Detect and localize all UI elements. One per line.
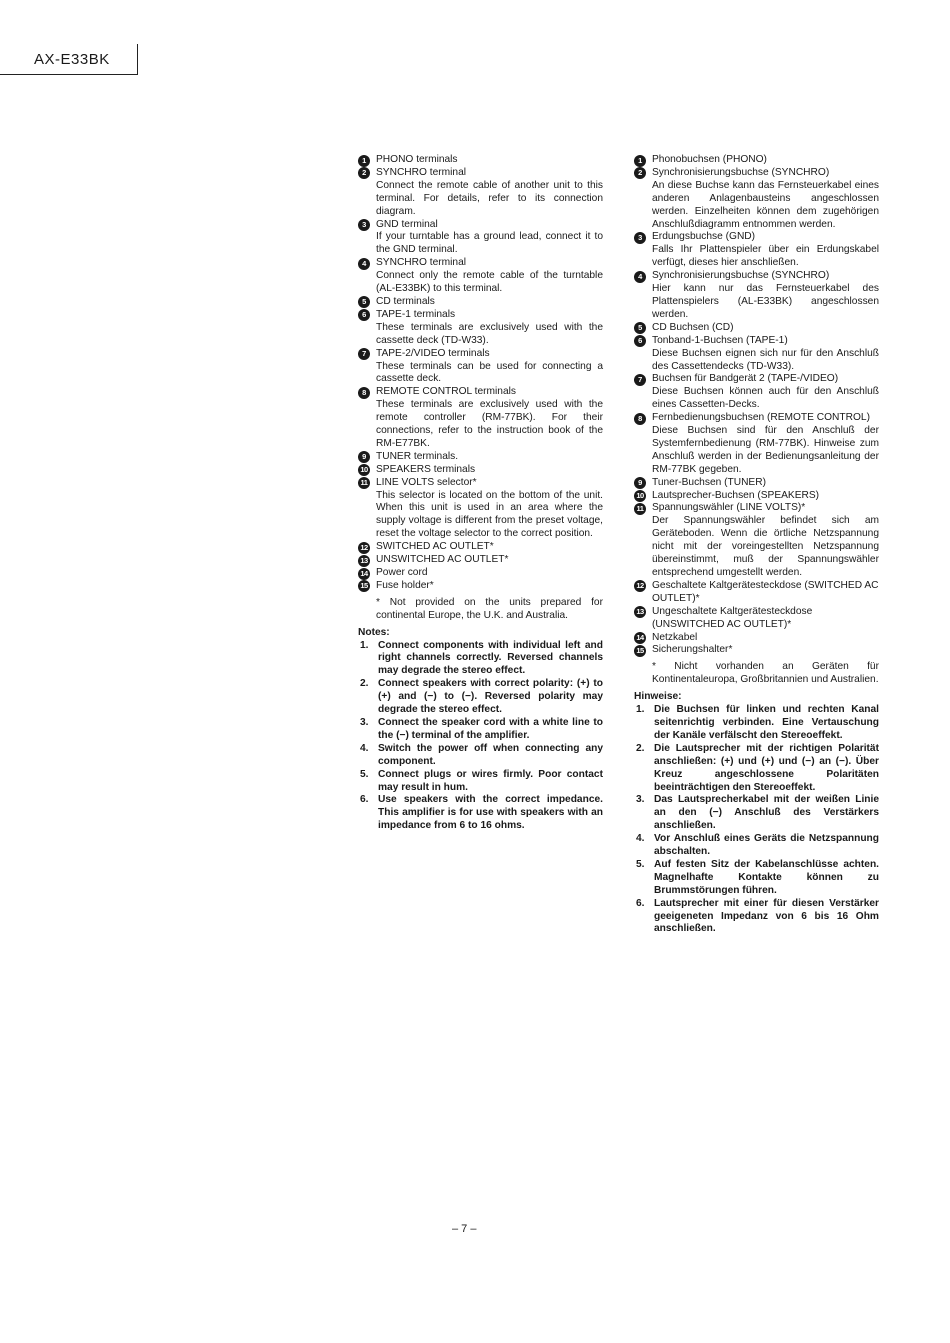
item-description: Der Spannungswähler befindet sich am Geräteboden. Wenn die örtliche Netzspannung nicht mit der voreingestellten Netzspannung übereinstimmt, muß der Spannungswähler entsprechend umgestellt werden. [652, 515, 879, 578]
item-number: 2 [634, 167, 646, 179]
model-title: AX-E33BK [34, 51, 110, 68]
list-item [634, 580, 879, 606]
item-number: 14 [358, 568, 370, 580]
item-description: Diese Buchsen können auch für den Anschluß eines Cassetten-Decks. [652, 386, 879, 411]
note-number: 3. [360, 716, 369, 728]
list-item [634, 154, 879, 167]
item-title: Netzkabel [652, 631, 698, 643]
item-title: Lautsprecher-Buchsen (SPEAKERS) [652, 489, 820, 501]
note-number: 4. [636, 833, 645, 845]
note-item [634, 743, 879, 795]
note-number: 6. [636, 897, 645, 909]
list-item [634, 167, 879, 232]
item-title: Synchronisierungsbuchse (SYNCHRO) [652, 270, 830, 282]
german-items [634, 154, 879, 657]
note-number: 2. [636, 742, 645, 754]
item-number: 11 [634, 503, 646, 515]
note-number: 3. [636, 794, 645, 806]
item-number: 12 [634, 580, 646, 592]
item-description: These terminals can be used for connecting a cassette deck. [376, 360, 603, 385]
note-number: 5. [360, 768, 369, 780]
item-description: These terminals are exclusively used with the remote controller (RM-77BK). For their connections, refer to the instruction book of the RM-E77BK. [376, 399, 603, 449]
note-item [634, 794, 879, 833]
list-item [634, 477, 879, 490]
item-number: 9 [634, 477, 646, 489]
item-title: GND terminal [376, 218, 438, 230]
list-item [358, 386, 603, 451]
item-title: TAPE-2/VIDEO terminals [376, 347, 490, 359]
note-text: Auf festen Sitz der Kabelanschlüsse achten. Magnelhafte Kontakte können zu Brummstörungen führen. [654, 858, 879, 896]
list-item [358, 567, 603, 580]
note-text: Connect speakers with correct polarity: (+) to (+) and (−) to (−). Reversed polarity may degrade the stereo effect. [378, 678, 603, 716]
item-description: Hier kann nur das Fernsteuerkabel des Plattenspielers (AL-E33BK) angeschlossen werden. [652, 283, 879, 320]
item-number: 13 [358, 555, 370, 567]
note-text: Switch the power off when connecting any component. [378, 742, 603, 767]
note-item [634, 898, 879, 937]
note-text: Lautsprecher mit einer für diesen Verstärker geeigeneten Impedanz von 6 bis 16 Ohm anschließen. [654, 897, 879, 935]
item-title: TAPE-1 terminals [376, 308, 456, 320]
footnote: * Nicht vorhanden an Geräten für Kontinentaleuropa, Großbritannien und Australien. [652, 661, 879, 686]
item-title: SWITCHED AC OUTLET* [376, 541, 494, 553]
item-title: TUNER terminals. [376, 450, 459, 462]
page-number: – 7 – [452, 1223, 477, 1235]
item-number: 8 [358, 387, 370, 399]
item-number: 2 [358, 167, 370, 179]
item-title: SYNCHRO terminal [376, 257, 467, 269]
item-title: Sicherungshalter* [652, 644, 733, 656]
model-header-box [0, 44, 138, 75]
item-title: CD terminals [376, 295, 435, 307]
note-number: 1. [636, 704, 645, 716]
item-title: Power cord [376, 567, 428, 578]
note-item [358, 794, 603, 833]
item-number: 10 [358, 464, 370, 476]
item-number: 1 [634, 155, 646, 167]
item-number: 6 [634, 335, 646, 347]
item-number: 14 [634, 632, 646, 644]
list-item [634, 335, 879, 374]
note-text: Die Buchsen für linken und rechten Kanal seitenrichtig verbinden. Eine Vertauschung der Kanäle verfälscht den Stereoeffekt. [654, 704, 879, 741]
list-item [358, 167, 603, 219]
list-item [634, 502, 879, 579]
item-title: LINE VOLTS selector* [376, 476, 477, 488]
english-column [358, 154, 603, 833]
item-title: CD Buchsen (CD) [652, 321, 734, 333]
list-item [634, 270, 879, 322]
note-item [358, 743, 603, 769]
list-item [358, 296, 603, 309]
item-number: 15 [358, 580, 370, 592]
note-text: Vor Anschluß eines Geräts die Netzspannung abschalten. [654, 833, 879, 858]
list-item [358, 348, 603, 387]
item-number: 10 [634, 490, 646, 502]
item-title: Ungeschaltete Kaltgerätesteckdose (UNSWITCHED AC OUTLET)* [652, 605, 813, 630]
note-number: 4. [360, 742, 369, 754]
item-number: 8 [634, 413, 646, 425]
item-description: An diese Buchse kann das Fernsteuerkabel eines anderen Anlagenbausteins angeschlossen werden. Einzelheiten können dem zugehörigen Anschlußdiagramm entnommen werden. [652, 179, 879, 230]
item-number: 11 [358, 477, 370, 489]
list-item [634, 490, 879, 503]
note-number: 2. [360, 678, 369, 690]
list-item [358, 154, 603, 167]
item-description: Diese Buchsen sind für den Anschluß der Systemfernbedienung (RM-77BK). Hinweise zum Anschluß werden in der Bedienungsanleitung der RM-77BK gegeben. [652, 425, 879, 475]
note-item [358, 769, 603, 795]
notes-title: Notes: [358, 626, 390, 638]
note-item [634, 833, 879, 859]
item-number: 5 [634, 322, 646, 334]
note-text: Die Lautsprecher mit der richtigen Polarität anschließen: (+) und (+) und (−) an (−). Über Kreuz angeschlossene Polaritäten beeinträchtigen den Stereoeffekt. [654, 742, 879, 793]
note-text: Das Lautsprecherkabel mit der weißen Linie an den (−) Anschluß des Verstärkers anschließen. [654, 794, 879, 832]
list-item [358, 541, 603, 554]
item-title: Synchronisierungsbuchse (SYNCHRO) [652, 166, 830, 178]
footnote: * Not provided on the units prepared for continental Europe, the U.K. and Australia. [376, 596, 603, 621]
item-number: 4 [634, 271, 646, 283]
item-title: Tonband-1-Buchsen (TAPE-1) [652, 334, 788, 346]
list-item [634, 322, 879, 335]
list-item [358, 477, 603, 542]
item-description: Diese Buchsen eignen sich nur für den Anschluß des Cassettendecks (TD-W33). [652, 347, 879, 372]
list-item [358, 219, 603, 258]
item-number: 9 [358, 451, 370, 463]
list-item [634, 606, 879, 632]
list-item [634, 412, 879, 477]
item-number: 7 [634, 374, 646, 386]
item-number: 13 [634, 606, 646, 618]
list-item [358, 257, 603, 296]
list-item [634, 373, 879, 412]
list-item [358, 309, 603, 348]
item-number: 6 [358, 309, 370, 321]
item-title: UNSWITCHED AC OUTLET* [376, 554, 509, 566]
note-number: 1. [360, 639, 369, 651]
item-description: These terminals are exclusively used with the cassette deck (TD-W33). [376, 321, 603, 346]
note-item [634, 859, 879, 898]
note-text: Use speakers with the correct impedance. This amplifier is for use with speakers with an impedance from 6 to 16 ohms. [378, 794, 603, 832]
english-items [358, 154, 603, 593]
item-title: PHONO terminals [376, 154, 458, 165]
item-number: 1 [358, 155, 370, 167]
item-number: 12 [358, 542, 370, 554]
note-item [358, 640, 603, 679]
list-item [634, 644, 879, 657]
item-title: Tuner-Buchsen (TUNER) [652, 476, 766, 488]
note-number: 6. [360, 794, 369, 806]
list-item [358, 554, 603, 567]
list-item [358, 451, 603, 464]
item-number: 4 [358, 258, 370, 270]
list-item [358, 464, 603, 477]
list-item [634, 231, 879, 270]
item-title: SPEAKERS terminals [376, 463, 476, 475]
item-title: Erdungsbuchse (GND) [652, 231, 756, 243]
item-title: Phonobuchsen (PHONO) [652, 154, 767, 165]
item-title: Buchsen für Bandgerät 2 (TAPE-/VIDEO) [652, 373, 839, 385]
list-item [358, 580, 603, 593]
item-title: Fernbedienungsbuchsen (REMOTE CONTROL) [652, 412, 870, 424]
note-item [634, 704, 879, 743]
item-title: Geschaltete Kaltgerätesteckdose (SWITCHED AC OUTLET)* [652, 579, 879, 604]
note-item [358, 717, 603, 743]
german-column [634, 154, 879, 936]
item-description: If your turntable has a ground lead, connect it to the GND terminal. [376, 231, 603, 256]
note-item [358, 678, 603, 717]
note-number: 5. [636, 858, 645, 870]
note-text: Connect plugs or wires firmly. Poor contact may result in hum. [378, 768, 603, 793]
item-title: Fuse holder* [376, 579, 434, 591]
item-description: Falls Ihr Plattenspieler über ein Erdungskabel verfügt, dieses hier anschließen. [652, 244, 879, 269]
item-number: 3 [358, 219, 370, 231]
note-text: Connect components with individual left and right channels correctly. Reversed channels may degrade the stereo effect. [378, 639, 603, 677]
list-item [634, 632, 879, 645]
item-description: Connect only the remote cable of the turntable (AL-E33BK) to this terminal. [376, 270, 603, 295]
item-title: SYNCHRO terminal [376, 166, 467, 178]
item-description: This selector is located on the bottom of the unit. When this unit is used in an area where the supply voltage is different from the preset voltage, reset the voltage selector to the correct position. [376, 489, 603, 540]
item-title: REMOTE CONTROL terminals [376, 386, 516, 398]
note-text: Connect the speaker cord with a white line to the (−) terminal of the amplifier. [378, 716, 603, 741]
item-number: 3 [634, 232, 646, 244]
item-description: Connect the remote cable of another unit to this terminal. For details, refer to its connection diagram. [376, 179, 603, 217]
item-number: 7 [358, 348, 370, 360]
notes-title: Hinweise: [634, 691, 682, 703]
item-number: 15 [634, 645, 646, 657]
item-number: 5 [358, 296, 370, 308]
item-title: Spannungswähler (LINE VOLTS)* [652, 502, 806, 514]
